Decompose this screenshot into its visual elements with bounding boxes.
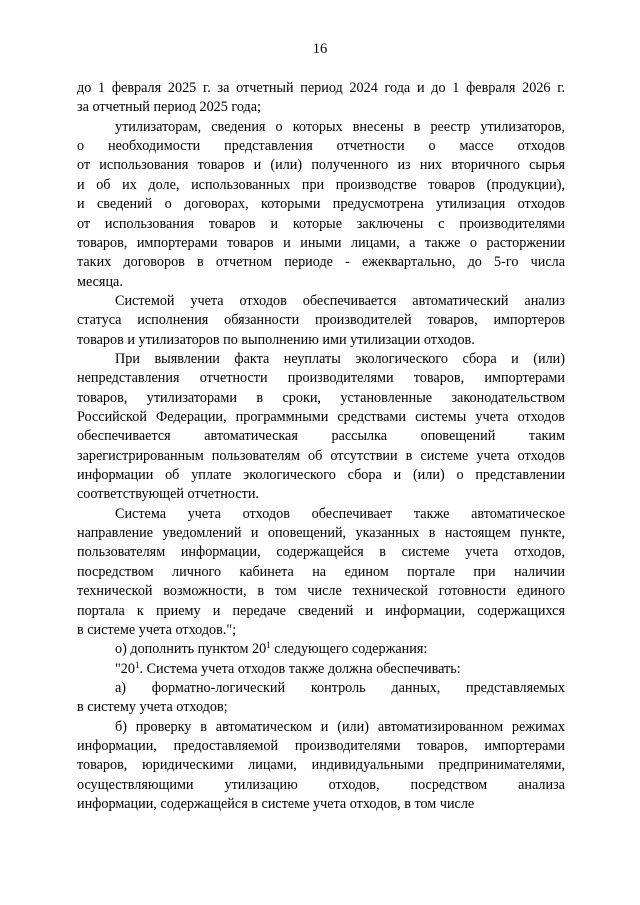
text-segment: зарегистрированным пользователям об отсутствии в системе учета отходов	[77, 447, 565, 464]
text-segment: товаров, утилизаторами в сроки, установленные законодательством	[77, 389, 565, 406]
text-segment: осуществляющими утилизацию отходов, посредством анализа	[77, 776, 565, 793]
text-segment: информации об уплате экологического сбора и (или) о представлении	[77, 467, 565, 483]
text-segment: в системе учета отходов.";	[77, 621, 237, 638]
text-line	[77, 427, 565, 446]
text-segment: портала к приему и передаче сведений и информации, содержащихся	[77, 602, 565, 619]
text-segment: . Система учета отходов также должна обеспечивать:	[139, 660, 461, 677]
text-segment: соответствующей отчетности.	[77, 486, 259, 503]
text-segment: и сведений о договорах, которыми предусмотрена утилизация отходов	[77, 196, 565, 213]
text-segment: б) проверку в автоматическом и (или) автоматизированном режимах	[115, 718, 565, 735]
text-segment: товаров, юридическими лицами, индивидуальными предпринимателями,	[77, 757, 565, 774]
text-segment: о) дополнить пунктом 20	[115, 641, 267, 658]
text-line	[77, 698, 565, 717]
text-segment: таких договоров в отчетном периоде - ежеквартально, до 5-го числа	[77, 254, 565, 271]
text-line	[77, 621, 565, 640]
text-segment: посредством личного кабинета на едином портале при наличии	[77, 563, 565, 580]
text-line	[77, 369, 565, 388]
text-segment: следующего содержания:	[270, 641, 428, 658]
text-line	[77, 253, 565, 272]
text-segment: товаров, импортерами товаров и иными лицами, а также о расторжении	[77, 234, 565, 251]
text-line	[77, 524, 565, 543]
text-line	[77, 737, 565, 756]
text-line	[115, 640, 565, 659]
page-number: 16	[312, 41, 328, 57]
text-line	[77, 756, 565, 775]
text-line	[77, 176, 565, 195]
text-segment: При выявлении факта неуплаты экологического сбора и (или)	[115, 350, 565, 367]
text-segment: статуса исполнения обязанности производителей товаров, импортеров	[77, 312, 565, 329]
text-line	[77, 582, 565, 601]
text-segment: информации, содержащейся в системе учета отходов, в том числе	[77, 796, 475, 812]
text-segment: от использования товаров и которые заключены с производителями	[77, 215, 565, 232]
text-segment: утилизаторам, сведения о которых внесены в реестр утилизаторов,	[115, 118, 565, 135]
text-segment: товаров и утилизаторов по выполнению ими утилизации отходов.	[77, 331, 475, 348]
text-segment: до 1 февраля 2025 г. за отчетный период 2024 года и до 1 февраля 2026 г.	[77, 80, 565, 96]
text-segment: Российской Федерации, программными средствами системы учета отходов	[77, 409, 565, 425]
text-segment: от использования товаров и (или) полученного из них вторичного сырья	[77, 157, 565, 174]
text-segment: Системой учета отходов обеспечивается автоматический анализ	[115, 292, 565, 309]
text-line	[115, 292, 565, 311]
text-segment: направление уведомлений и оповещений, указанных в настоящем пункте,	[77, 525, 565, 541]
text-segment: информации, предоставляемой производителями товаров, импортерами	[77, 737, 565, 754]
text-line	[77, 137, 565, 156]
text-segment: в систему учета отходов;	[77, 699, 228, 716]
text-line	[115, 350, 565, 369]
text-segment: пользователям информации, содержащейся в системе учета отходов,	[77, 544, 565, 561]
text-segment: за отчетный период 2025 года;	[77, 99, 262, 116]
text-line	[77, 331, 565, 350]
text-segment: обеспечивается автоматическая рассылка оповещений таким	[77, 428, 565, 445]
text-line	[115, 505, 565, 524]
text-line	[115, 660, 565, 679]
superscript: 1	[134, 659, 140, 670]
text-segment: о необходимости представления отчетности о массе отходов	[77, 138, 565, 155]
text-segment: месяца.	[77, 273, 123, 290]
text-line	[77, 215, 565, 234]
text-line	[77, 311, 565, 330]
text-line	[77, 156, 565, 175]
text-line	[77, 543, 565, 562]
text-line	[77, 563, 565, 582]
text-line	[77, 408, 565, 427]
text-line	[77, 389, 565, 408]
text-line	[77, 79, 565, 98]
text-line	[115, 718, 565, 737]
text-line	[77, 98, 565, 117]
text-line	[77, 273, 565, 292]
text-segment: Система учета отходов обеспечивает также автоматическое	[115, 505, 565, 522]
text-segment: непредставления отчетности производителями товаров, импортерами	[77, 370, 565, 387]
text-segment: и об их доле, использованных при производстве товаров (продукции),	[77, 176, 565, 193]
text-line	[77, 795, 565, 814]
text-line	[77, 485, 565, 504]
text-line	[115, 679, 565, 698]
text-line	[77, 466, 565, 485]
text-line	[115, 118, 565, 137]
text-line	[77, 447, 565, 466]
text-segment: технической возможности, в том числе технической готовности единого	[77, 583, 565, 600]
text-line	[77, 776, 565, 795]
text-segment: "20	[115, 660, 135, 677]
superscript: 1	[266, 640, 271, 651]
text-line	[77, 602, 565, 621]
text-segment: а) форматно-логический контроль данных, представляемых	[115, 679, 565, 696]
text-line	[77, 195, 565, 214]
text-line	[77, 234, 565, 253]
